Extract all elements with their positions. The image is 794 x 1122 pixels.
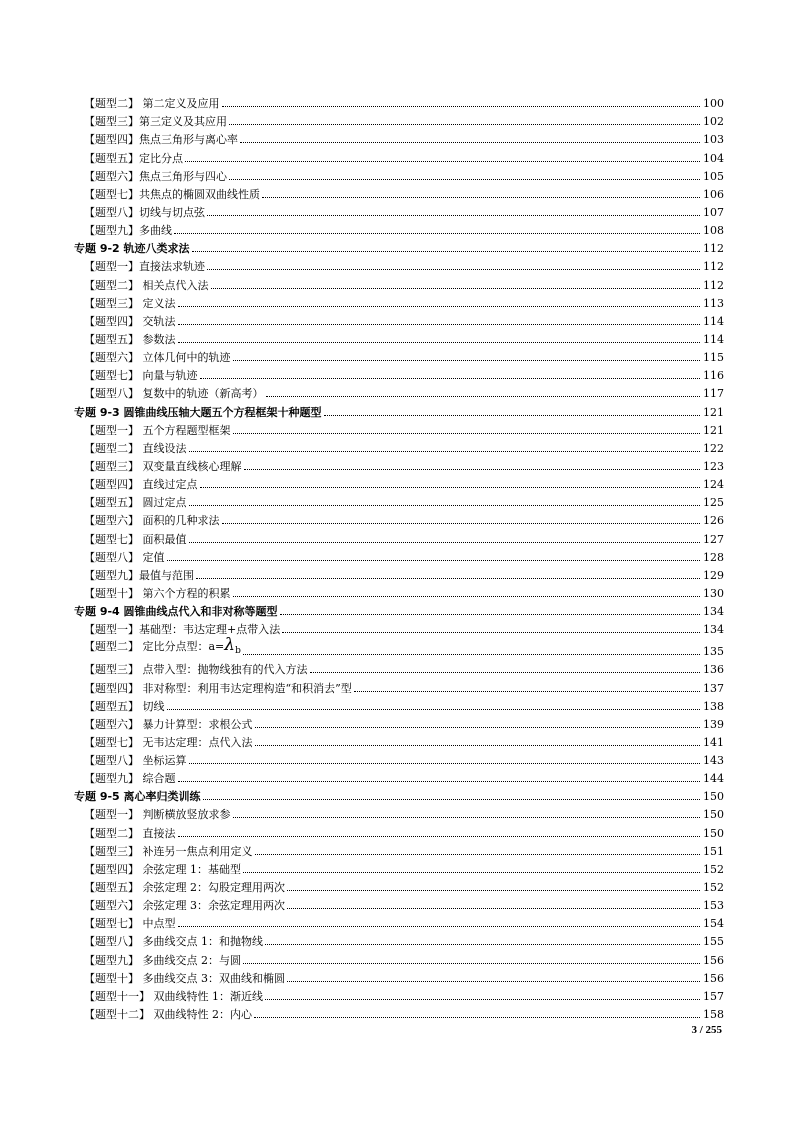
dot-leader — [255, 854, 701, 855]
toc-entry[interactable] — [74, 364, 724, 382]
toc-entry-page: 154 — [703, 917, 724, 931]
dot-leader — [192, 251, 700, 252]
toc-entry-title: 【题型五】 切线 — [84, 699, 165, 713]
toc-entry-title: 【题型三】 点带入型：抛物线独有的代入方法 — [84, 663, 308, 677]
toc-section-entry[interactable] — [74, 600, 724, 618]
dot-leader — [211, 288, 701, 289]
toc-entry[interactable] — [74, 273, 724, 291]
toc-entry[interactable] — [74, 201, 724, 219]
dot-leader — [178, 306, 701, 307]
toc-entry[interactable] — [74, 128, 724, 146]
toc-entry[interactable] — [74, 346, 724, 364]
toc-entry[interactable] — [74, 695, 724, 713]
toc-entry-page: 141 — [703, 735, 724, 749]
toc-entry-title: 【题型四】 非对称型：利用韦达定理构造“和积消去”型 — [84, 681, 352, 695]
toc-entry-title: 【题型九】 多曲线交点 2：与圆 — [84, 953, 241, 967]
toc-entry-title: 专题 9-3 圆锥曲线压轴大题五个方程框架十种题型 — [74, 405, 322, 419]
dot-leader — [189, 451, 701, 452]
toc-entry-title: 【题型二】 第二定义及应用 — [84, 97, 220, 111]
dot-leader — [185, 161, 700, 162]
toc-entry[interactable] — [74, 967, 724, 985]
toc-entry-title: 【题型三】 定义法 — [84, 296, 176, 310]
dot-leader — [189, 505, 701, 506]
toc-entry-page: 155 — [703, 935, 724, 949]
dot-leader — [222, 106, 701, 107]
toc-entry-title: 【题型五】 余弦定理 2：勾股定理用两次 — [84, 881, 285, 895]
toc-entry-title: 【题型四】 交轨法 — [84, 314, 176, 328]
toc-entry-title: 【题型八】 坐标运算 — [84, 754, 187, 768]
toc-entry[interactable] — [74, 219, 724, 237]
dot-leader — [200, 378, 701, 379]
toc-entry-title: 【题型九】 综合题 — [84, 772, 176, 786]
toc-entry[interactable] — [74, 437, 724, 455]
toc-entry-page: 157 — [703, 989, 724, 1003]
dot-leader — [287, 890, 700, 891]
toc-entry-page: 137 — [703, 681, 724, 695]
toc-section-entry[interactable] — [74, 237, 724, 255]
toc-entry-page: 105 — [703, 169, 724, 183]
toc-entry-title: 【题型一】 五个方程题型框架 — [84, 423, 231, 437]
dot-leader — [287, 981, 700, 982]
dot-leader — [262, 197, 700, 198]
toc-entry[interactable] — [74, 183, 724, 201]
toc-entry[interactable] — [74, 618, 724, 636]
toc-entry[interactable] — [74, 92, 724, 110]
toc-entry-title: 【题型五】 参数法 — [84, 332, 176, 346]
dot-leader — [200, 487, 701, 488]
page-number: 3 / 255 — [691, 1024, 722, 1036]
toc-entry-title: 专题 9-5 离心率归类训练 — [74, 790, 201, 804]
dot-leader — [222, 523, 701, 524]
dot-leader — [189, 763, 701, 764]
toc-entry-page: 113 — [703, 296, 724, 310]
toc-entry-page: 136 — [703, 663, 724, 677]
dot-leader — [203, 799, 700, 800]
toc-entry-title: 【题型五】 圆过定点 — [84, 496, 187, 510]
toc-entry-page: 139 — [703, 717, 724, 731]
dot-leader — [243, 654, 700, 655]
toc-entry-page: 138 — [703, 699, 724, 713]
toc-entry[interactable] — [74, 749, 724, 767]
toc-entry-title: 【题型一】 判断横放竖放求参 — [84, 808, 231, 822]
toc-entry-title: 【题型六】 立体几何中的轨迹 — [84, 351, 231, 365]
toc-entry-title: 【题型二】 定比分点型：$a=\lambda_b$ — [84, 635, 241, 657]
dot-leader — [178, 836, 701, 837]
dot-leader — [178, 781, 701, 782]
toc-entry-page: 124 — [703, 478, 724, 492]
toc-entry[interactable] — [74, 894, 724, 912]
dot-leader — [196, 578, 700, 579]
subscript: b — [235, 646, 241, 657]
toc-entry-title: 【题型三】第三定义及其应用 — [84, 115, 227, 129]
toc-entry-title: 【题型四】焦点三角形与离心率 — [84, 133, 238, 147]
toc-entry-title: 【题型二】 直线设法 — [84, 441, 187, 455]
toc-entry-page: 123 — [703, 459, 724, 473]
toc-section-entry[interactable] — [74, 400, 724, 418]
dot-leader — [287, 908, 700, 909]
dot-leader — [207, 269, 700, 270]
toc-entry-page: 112 — [703, 260, 724, 274]
toc-entry-page: 107 — [703, 205, 724, 219]
toc-entry-title: 【题型八】 复数中的轨迹（新高考） — [84, 387, 264, 401]
toc-entry-title: 【题型九】最值与范围 — [84, 568, 194, 582]
toc-entry[interactable] — [74, 713, 724, 731]
toc-entry[interactable] — [74, 636, 724, 658]
toc-entry[interactable] — [74, 110, 724, 128]
dot-leader — [229, 179, 700, 180]
toc-entry-title: 【题型八】 定值 — [84, 550, 165, 564]
toc-entry[interactable] — [74, 328, 724, 346]
dot-leader — [240, 142, 700, 143]
toc-entry-page: 156 — [703, 971, 724, 985]
dot-leader — [233, 433, 701, 434]
toc-entry-page: 125 — [703, 496, 724, 510]
dot-leader — [233, 817, 701, 818]
toc-entry-page: 102 — [703, 115, 724, 129]
toc-entry-page: 158 — [703, 1008, 724, 1022]
toc-entry-title: 【题型四】 直线过定点 — [84, 478, 198, 492]
toc-entry-title: 【题型六】焦点三角形与四心 — [84, 169, 227, 183]
dot-leader — [207, 215, 700, 216]
toc-entry[interactable] — [74, 582, 724, 600]
dot-leader — [255, 745, 701, 746]
dot-leader — [167, 709, 701, 710]
toc-entry-title: 【题型八】切线与切点弦 — [84, 205, 205, 219]
toc-entry[interactable] — [74, 876, 724, 894]
dot-leader — [265, 999, 700, 1000]
toc-entry-page: 134 — [703, 605, 724, 619]
dot-leader — [178, 926, 701, 927]
toc-entry-page: 153 — [703, 899, 724, 913]
dot-leader — [324, 415, 700, 416]
toc-entry-title: 【题型七】 面积最值 — [84, 532, 187, 546]
toc-entry-page: 114 — [703, 314, 724, 328]
toc-entry[interactable] — [74, 546, 724, 564]
toc-entry-page: 108 — [703, 224, 724, 238]
toc-entry-page: 143 — [703, 754, 724, 768]
dot-leader — [254, 1017, 700, 1018]
table-of-contents — [74, 92, 724, 1021]
toc-entry[interactable] — [74, 985, 724, 1003]
toc-entry-page: 104 — [703, 151, 724, 165]
toc-entry-page: 115 — [703, 351, 724, 365]
toc-entry[interactable] — [74, 803, 724, 821]
lambda-symbol: λ — [224, 635, 236, 656]
toc-entry-page: 150 — [703, 808, 724, 822]
toc-entry-page: 152 — [703, 862, 724, 876]
toc-entry[interactable] — [74, 948, 724, 966]
toc-entry-title: 专题 9-4 圆锥曲线点代入和非对称等题型 — [74, 605, 278, 619]
toc-entry[interactable] — [74, 255, 724, 273]
toc-entry[interactable] — [74, 564, 724, 582]
toc-entry-title: 【题型十二】 双曲线特性 2：内心 — [84, 1008, 252, 1022]
toc-entry-title: 【题型十】 第六个方程的积累 — [84, 586, 231, 600]
toc-entry-page: 150 — [703, 826, 724, 840]
toc-entry-page: 129 — [703, 568, 724, 582]
dot-leader — [243, 872, 700, 873]
toc-entry-title: 【题型六】 余弦定理 3：余弦定理用两次 — [84, 899, 285, 913]
toc-entry[interactable] — [74, 658, 724, 676]
dot-leader — [265, 944, 700, 945]
toc-entry-title: 专题 9-2 轨迹八类求法 — [74, 242, 190, 256]
toc-entry[interactable] — [74, 491, 724, 509]
toc-entry-title: 【题型四】 余弦定理 1：基础型 — [84, 862, 241, 876]
toc-entry-title: 【题型六】 面积的几种求法 — [84, 514, 220, 528]
toc-entry-page: 100 — [703, 97, 724, 111]
toc-entry-title: 【题型一】基础型：韦达定理+点带入法 — [84, 623, 281, 637]
toc-entry[interactable] — [74, 455, 724, 473]
toc-entry[interactable] — [74, 731, 724, 749]
toc-entry[interactable] — [74, 165, 724, 183]
toc-entry-page: 122 — [703, 441, 724, 455]
toc-entry-page: 117 — [703, 387, 724, 401]
dot-leader — [229, 124, 700, 125]
toc-entry-title: 【题型七】 向量与轨迹 — [84, 369, 198, 383]
toc-entry-page: 121 — [703, 405, 724, 419]
toc-entry-page: 135 — [703, 645, 724, 659]
toc-entry-page: 130 — [703, 586, 724, 600]
toc-entry[interactable] — [74, 527, 724, 545]
dot-leader — [310, 672, 701, 673]
dot-leader — [178, 342, 701, 343]
dot-leader — [354, 691, 700, 692]
toc-entry-page: 126 — [703, 514, 724, 528]
toc-entry[interactable] — [74, 1003, 724, 1021]
toc-entry-page: 144 — [703, 772, 724, 786]
toc-entry-page: 150 — [703, 790, 724, 804]
toc-entry-title: 【题型十】 多曲线交点 3：双曲线和椭圆 — [84, 971, 285, 985]
toc-entry-title: 【题型十一】 双曲线特性 1：渐近线 — [84, 989, 263, 1003]
dot-leader — [244, 469, 701, 470]
dot-leader — [266, 396, 701, 397]
toc-entry-title: 【题型五】定比分点 — [84, 151, 183, 165]
dot-leader — [280, 614, 700, 615]
toc-entry-page: 106 — [703, 187, 724, 201]
toc-entry-title: 【题型七】共焦点的椭圆双曲线性质 — [84, 187, 260, 201]
dot-leader — [243, 963, 700, 964]
toc-entry-title: 【题型一】直接法求轨迹 — [84, 260, 205, 274]
dot-leader — [189, 542, 701, 543]
toc-entry-title: 【题型七】 中点型 — [84, 917, 176, 931]
toc-entry-title: 【题型二】 直接法 — [84, 826, 176, 840]
toc-entry[interactable] — [74, 419, 724, 437]
toc-entry-page: 112 — [703, 278, 724, 292]
toc-entry[interactable] — [74, 821, 724, 839]
toc-entry-page: 116 — [703, 369, 724, 383]
toc-entry-page: 134 — [703, 623, 724, 637]
toc-entry[interactable] — [74, 310, 724, 328]
toc-entry-title: 【题型六】 暴力计算型：求根公式 — [84, 717, 253, 731]
toc-entry[interactable] — [74, 676, 724, 694]
toc-entry-title: 【题型九】多曲线 — [84, 224, 172, 238]
toc-entry[interactable] — [74, 840, 724, 858]
toc-entry-page: 103 — [703, 133, 724, 147]
toc-entry[interactable] — [74, 473, 724, 491]
toc-entry[interactable] — [74, 858, 724, 876]
toc-entry-title: 【题型八】 多曲线交点 1：和抛物线 — [84, 935, 263, 949]
toc-entry-title: 【题型三】 双变量直线核心理解 — [84, 459, 242, 473]
toc-section-entry[interactable] — [74, 785, 724, 803]
toc-entry[interactable] — [74, 146, 724, 164]
dot-leader — [233, 360, 701, 361]
dot-leader — [255, 727, 701, 728]
toc-entry-page: 156 — [703, 953, 724, 967]
dot-leader — [167, 560, 701, 561]
toc-entry[interactable] — [74, 382, 724, 400]
toc-entry-page: 128 — [703, 550, 724, 564]
toc-entry-page: 112 — [703, 242, 724, 256]
toc-entry-title: 【题型七】 无韦达定理：点代入法 — [84, 735, 253, 749]
toc-entry-page: 152 — [703, 881, 724, 895]
dot-leader — [233, 596, 701, 597]
toc-entry-page: 114 — [703, 332, 724, 346]
dot-leader — [178, 324, 701, 325]
dot-leader — [174, 233, 700, 234]
toc-entry[interactable] — [74, 509, 724, 527]
toc-entry-page: 127 — [703, 532, 724, 546]
dot-leader — [282, 632, 700, 633]
toc-entry-title: 【题型三】 补连另一焦点利用定义 — [84, 844, 253, 858]
toc-entry[interactable] — [74, 930, 724, 948]
toc-entry-page: 121 — [703, 423, 724, 437]
toc-entry[interactable] — [74, 912, 724, 930]
toc-entry-page: 151 — [703, 844, 724, 858]
toc-entry-title: 【题型二】 相关点代入法 — [84, 278, 209, 292]
toc-entry[interactable] — [74, 767, 724, 785]
toc-entry[interactable] — [74, 292, 724, 310]
